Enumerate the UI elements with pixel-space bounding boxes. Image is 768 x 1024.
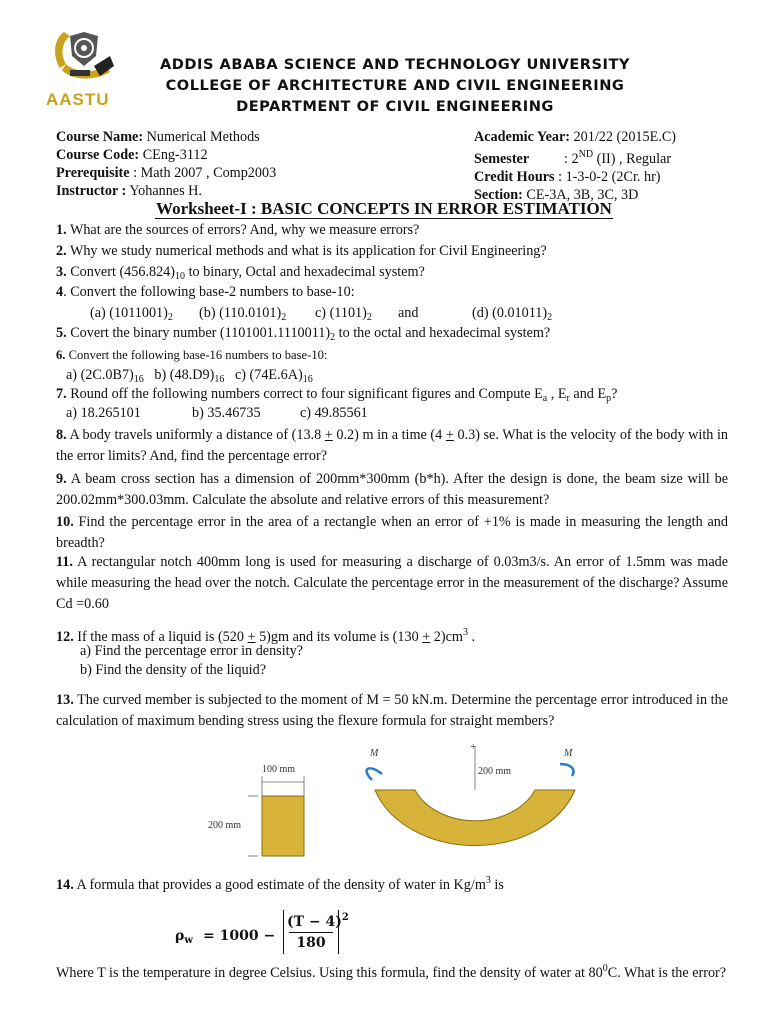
moment-left-label: M [370,748,379,759]
academic-year-row: Academic Year: 201/22 (2015E.C) [474,129,677,145]
question-9: 9. A beam cross section has a dimension of 200mm*300mm (b*h). After the design is done, the beam size will be 200.02mm*300.03mm. Calculate the absolute and relative errors of this measurement? [56,471,728,508]
question-8: 8. A body travels uniformly a distance of (13.8 + 0.2) m in a time (4 + 0.3) se. What is the velocity of the body with in the error limits? And, find the percentage error? [56,427,729,464]
q7-option-a: a) 18.265101 [66,405,141,421]
semester-row: Semester : 2ND (II) , Regular [474,149,672,167]
formula-numerator: $(T - 4)^2$ [287,912,349,930]
course-info-right [474,128,676,204]
question-11: 11. A rectangular notch 400mm long is used for measuring a discharge of 0.03m3/s. An error of 1.5mm was made while measuring the head over the notch. Calculate the percentage error in the measurement of the discharge? Assume Cd =0.60 [56,554,729,612]
radius-label: 200 mm [478,766,512,777]
width-label: 100 mm [262,764,296,775]
course-info-left [56,128,276,200]
q6-options: a) $(2C.0B7)_{16}$ b) $(48.D9)_{16}$ c) $(74E.6A)_{16}$ [66,367,313,385]
department-name: DEPARTMENT OF CIVIL ENGINEERING [236,98,554,115]
question-10: 10. Find the percentage error in the area of a rectangle when an error of +1% is made in measuring the length and breadth? [56,514,728,551]
question-5: 5. Covert the binary number $(1101001.1110011)_2$ to the octal and hexadecimal system? [56,325,551,343]
fraction-bar [289,932,333,933]
q7-option-b: b) 35.46735 [192,405,261,421]
q7-option-c: c) 49.85561 [300,405,368,421]
question-2: 2. Why we study numerical methods and what is its application for Civil Engineering? [56,243,547,259]
curved-beam-shape [375,790,575,846]
formula-lhs: $\rho_w$ [175,928,193,946]
moment-right-label: M [564,748,573,759]
density-formula [175,910,365,962]
credit-hours-row: Credit Hours : 1-3-0-2 (2Cr. hr) [474,169,661,185]
instructor-row: Instructor : Yohannes H. [56,183,202,199]
curved-member-figure [200,738,600,868]
formula-constant: = 1000 − [203,928,276,944]
q4-and: and [398,305,419,321]
question-6: 6. Convert the following base-16 numbers to base-10: [56,348,328,362]
q4-option-a: (a) $(1011001)_2$ [90,305,173,323]
logo-text: AASTU [46,90,110,109]
university-name: ADDIS ABABA SCIENCE AND TECHNOLOGY UNIVERSITY [160,56,630,73]
college-name: COLLEGE OF ARCHITECTURE AND CIVIL ENGINEERING [165,77,625,94]
institution-heading [135,54,655,117]
question-3: 3. Convert $(456.824)_{10}$ to binary, Octal and hexadecimal system? [56,264,425,282]
question-14: 14. A formula that provides a good estimate of the density of water in $Kg/m^3$ is [56,875,504,893]
prerequisite-row: Prerequisite : Math 2007 , Comp2003 [56,165,277,181]
q12-part-a: a) Find the percentage error in density? [80,643,303,659]
moment-left-arrow-icon [367,768,382,780]
question-4: 4. Convert the following base-2 numbers to base-10: [56,284,355,300]
worksheet-title: Worksheet-I : BASIC CONCEPTS IN ERROR ESTIMATION [156,199,612,218]
height-label: 200 mm [208,820,242,831]
course-code-row: Course Code: CEng-3112 [56,147,208,163]
section-row: Section: CE-3A, 3B, 3C, 3D [474,187,639,203]
cross-section-rect [262,796,304,856]
course-name-row: Course Name: Numerical Methods [56,129,260,145]
question-14-where: Where T is the temperature in degree Celsius. Using this formula, find the density of water at $80^0C$. What is the error? [56,963,727,981]
question-7: 7. Round off the following numbers correct to four significant figures and Compute $E_a$ , $E_r$ and $E_p$? [56,386,618,404]
q4-option-d: (d) $(0.01011)_2$ [472,305,553,323]
center-plus: + [470,741,477,753]
question-13: 13. The curved member is subjected to the moment of M = 50 kN.m. Determine the percentage error introduced in the calculation of maximum bending stress using the flexure formula for straight members? [56,692,728,729]
q12-part-b: b) Find the density of the liquid? [80,662,266,678]
question-1: 1. What are the sources of errors? And, why we measure errors? [56,222,420,238]
moment-right-arrow-icon [560,764,574,776]
question-12: 12. If the mass of a liquid is (520 + 5)gm and its volume is $(130 + 2)cm^3$ . [56,627,476,645]
q4-option-c: c) $(1101)_2$ [315,305,372,323]
q4-option-b: (b) $(110.0101)_2$ [199,305,287,323]
formula-denominator: 180 [296,935,326,951]
document-header [0,24,768,124]
